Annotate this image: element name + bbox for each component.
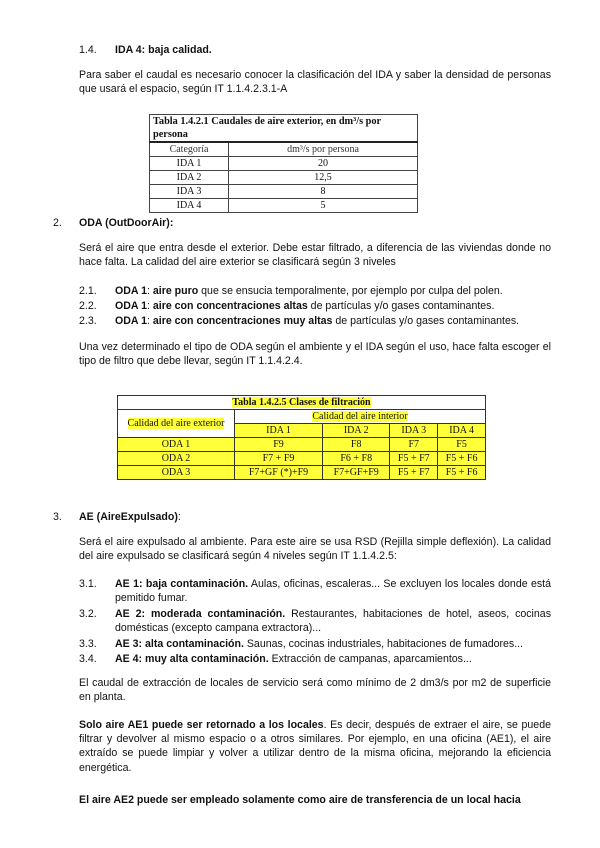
list-number: 2.1. <box>79 285 97 297</box>
table-cell: F6 + F8 <box>323 452 390 466</box>
table-cell: F7+GF (*)+F9 <box>235 466 323 480</box>
table-cell: IDA 1 <box>150 157 229 171</box>
list-item: ODA 1: aire con concentraciones altas de partículas y/o gases contaminantes. <box>115 300 495 312</box>
airflow-table <box>149 114 418 213</box>
table-cell: IDA 3 <box>150 185 229 199</box>
table-cell: F7 <box>390 438 438 452</box>
list-number: 3.3. <box>79 638 97 650</box>
paragraph: Para saber el caudal es necesario conocer la clasificación del IDA y saber la densidad de personas que usará el espacio, según IT 1.1.4.2.3.1-A <box>79 69 551 96</box>
row-header: Calidad del aire exterior <box>118 410 235 438</box>
paragraph: Solo aire AE1 puede ser retornado a los locales. Es decir, después de extraer el aire, se puede filtrar y devolver al mismo espacio o a otros similares. Por ejemplo, en una oficina (AE1), el aire extraído se puede limpiar y volver a utilizar dentro de la misma oficina, mejorando la eficiencia energética. <box>79 719 551 774</box>
table-row <box>150 157 418 171</box>
section-number: 2. <box>53 217 62 229</box>
section-number: 3. <box>53 511 62 523</box>
table-row <box>118 438 486 452</box>
row-label: ODA 1 <box>118 438 235 452</box>
paragraph: Será el aire que entra desde el exterior. Debe estar filtrado, a diferencia de las viviendas donde no hace falta. La calidad del aire exterior se clasificará según 3 niveles <box>79 242 551 269</box>
table-cell: 8 <box>229 185 418 199</box>
table-cell: 12,5 <box>229 171 418 185</box>
table-cell: F5 + F7 <box>390 466 438 480</box>
table-cell: IDA 4 <box>150 199 229 213</box>
list-item: AE 4: muy alta contaminación. Extracción de campanas, aparcamientos... <box>115 653 472 665</box>
list-number: 2.3. <box>79 315 97 327</box>
table-cell: F5 + F7 <box>390 452 438 466</box>
column-header: IDA 3 <box>390 424 438 438</box>
table-cell: F8 <box>323 438 390 452</box>
table-cell: 5 <box>229 199 418 213</box>
list-number: 3.1. <box>79 578 97 590</box>
list-number: 3.2. <box>79 608 97 620</box>
table-row <box>118 466 486 480</box>
list-number: 3.4. <box>79 653 97 665</box>
list-item: ODA 1: aire con concentraciones muy altas de partículas y/o gases contaminantes. <box>115 315 520 327</box>
list-item: AE 3: alta contaminación. Saunas, cocinas industriales, habitaciones de fumadores... <box>115 638 524 650</box>
paragraph: El caudal de extracción de locales de servicio será como mínimo de 2 dm3/s por m2 de superficie en planta. <box>79 677 551 704</box>
table-cell: F9 <box>235 438 323 452</box>
list-item: ODA 1: aire puro que se ensucia temporalmente, por ejemplo por culpa del polen. <box>115 285 503 297</box>
row-label: ODA 3 <box>118 466 235 480</box>
list-item: AE 2: moderada contaminación. Restaurantes, habitaciones de hotel, aseos, cocinas domésticas (excepto campana extractora)... <box>115 608 551 635</box>
row-label: ODA 2 <box>118 452 235 466</box>
table-cell: F7+GF+F9 <box>323 466 390 480</box>
table-cell: IDA 2 <box>150 171 229 185</box>
table-row <box>150 171 418 185</box>
table-caption: Tabla 1.4.2.5 Clases de filtración <box>118 396 486 410</box>
section-title: IDA 4: baja calidad. <box>115 44 212 56</box>
table-caption: Tabla 1.4.2.1 Caudales de aire exterior, en dm³/s por persona <box>150 115 418 143</box>
column-header: dm³/s por persona <box>229 142 418 157</box>
column-header: Categoría <box>150 142 229 157</box>
table-cell: 20 <box>229 157 418 171</box>
section-title: AE (AireExpulsado): <box>79 511 181 523</box>
section-title: ODA (OutDoorAir): <box>79 217 174 229</box>
table-cell: F7 + F9 <box>235 452 323 466</box>
column-header: IDA 2 <box>323 424 390 438</box>
paragraph: Una vez determinado el tipo de ODA según el ambiente y el IDA según el uso, hace falta escoger el tipo de filtro que debe llevar, según IT 1.1.4.2.4. <box>79 341 551 368</box>
list-item: AE 1: baja contaminación. Aulas, oficinas, escaleras... Se excluyen los locales donde está pemitido fumar. <box>115 578 551 605</box>
column-header: IDA 1 <box>235 424 323 438</box>
column-header: IDA 4 <box>438 424 486 438</box>
paragraph: Será el aire expulsado al ambiente. Para este aire se usa RSD (Rejilla simple deflexión). La calidad del aire expulsado se clasificará según 4 niveles según IT 1.1.4.2.5: <box>79 536 551 563</box>
table-row <box>118 452 486 466</box>
list-number: 2.2. <box>79 300 97 312</box>
paragraph: El aire AE2 puede ser empleado solamente como aire de transferencia de un local hacia <box>79 794 521 806</box>
table-cell: F5 + F6 <box>438 452 486 466</box>
table-row <box>150 199 418 213</box>
table-cell: F5 + F6 <box>438 466 486 480</box>
group-header: Calidad del aire interior <box>235 410 486 424</box>
section-number: 1.4. <box>79 44 97 56</box>
filtration-table <box>117 395 486 480</box>
table-row <box>150 185 418 199</box>
table-cell: F5 <box>438 438 486 452</box>
